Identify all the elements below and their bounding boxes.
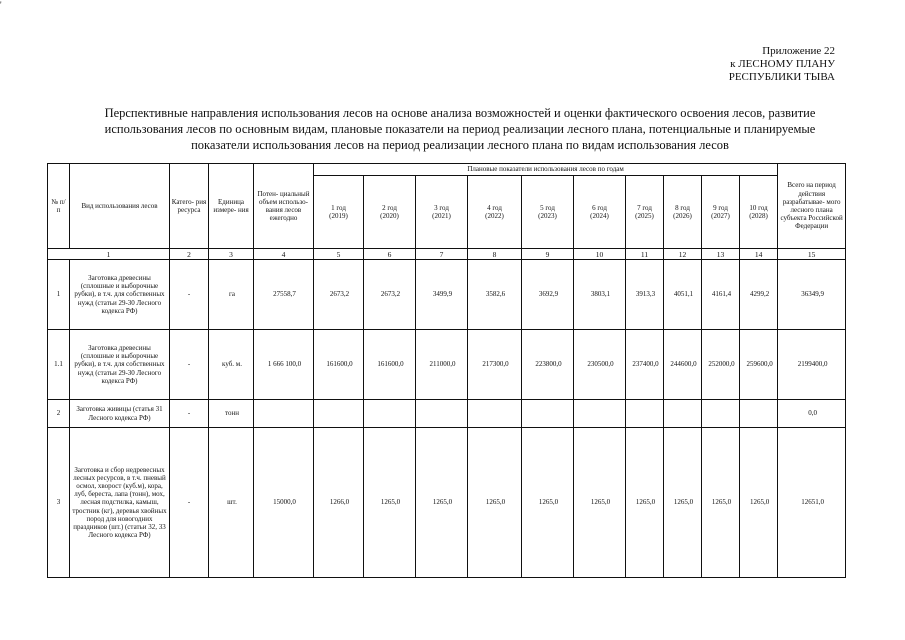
row-year-value: [740, 400, 778, 428]
row-potential: [254, 400, 314, 428]
row-year-value: 1265,0: [416, 428, 468, 578]
header-year-label: 6 год: [592, 203, 607, 212]
row-year-value: 1265,0: [364, 428, 416, 578]
appendix-line: Приложение 22: [762, 45, 835, 57]
header-year-label: 3 год: [434, 203, 449, 212]
header-year: [574, 176, 626, 249]
header-year-label: 5 год: [540, 203, 555, 212]
forest-use-table: [47, 163, 846, 578]
row-unit: тонн: [209, 400, 254, 428]
header-year: [664, 176, 702, 249]
row-year-value: 3803,1: [574, 260, 626, 330]
row-use-type: Заготовка и сбор недревесных лесных ресурсов, в т.ч. пневый осмол, хворост (куб.м), кора, луб, береста, лапа (тонн), мох, лесная подстилка, камыш, тростник (кг), деревья хвойных пород для новогодних праздников (шт.) (статьи 32, 33 Лесного кодекса РФ): [70, 428, 170, 578]
column-number: 4: [254, 249, 314, 260]
column-number: 10: [574, 249, 626, 260]
header-year-value: (2020): [380, 212, 399, 220]
title-line: Перспективные направления использования лесов на основе анализа возможностей и оценки фактического освоения лесов, развитие: [104, 106, 816, 120]
header-year: [364, 176, 416, 249]
header-year-label: 9 год: [713, 203, 728, 212]
row-year-value: [626, 400, 664, 428]
row-year-value: [314, 400, 364, 428]
row-year-value: 3692,9: [522, 260, 574, 330]
row-year-value: 161600,0: [314, 330, 364, 400]
row-unit: шт.: [209, 428, 254, 578]
row-number: 1.1: [48, 330, 70, 400]
row-year-value: 244600,0: [664, 330, 702, 400]
row-year-value: 252000,0: [702, 330, 740, 400]
row-year-value: [574, 400, 626, 428]
column-number: 9: [522, 249, 574, 260]
header-year-label: 8 год: [675, 203, 690, 212]
column-number: 14: [740, 249, 778, 260]
header-unit: Единица измере- ния: [209, 164, 254, 249]
header-year: [626, 176, 664, 249]
row-use-type: Заготовка древесины (сплошные и выборочные рубки), в т.ч. для собственных нужд (статьи 29-30 Лесного кодекса РФ): [70, 260, 170, 330]
row-year-value: 1265,0: [626, 428, 664, 578]
row-total: 36349,9: [778, 260, 846, 330]
document-title: [60, 105, 860, 153]
header-planned-group: Плановые показатели использования лесов по годам: [314, 164, 778, 176]
row-year-value: [416, 400, 468, 428]
row-year-value: 3913,3: [626, 260, 664, 330]
table-row: [48, 260, 846, 330]
row-number: 1: [48, 260, 70, 330]
header-type: Вид использования лесов: [70, 164, 170, 249]
row-potential: 27558,7: [254, 260, 314, 330]
row-year-value: 1265,0: [740, 428, 778, 578]
row-year-value: 237400,0: [626, 330, 664, 400]
row-year-value: 1266,0: [314, 428, 364, 578]
row-year-value: 4299,2: [740, 260, 778, 330]
table-row: [48, 428, 846, 578]
row-year-value: 2673,2: [314, 260, 364, 330]
row-use-type: Заготовка живицы (статья 31 Лесного кодекса РФ): [70, 400, 170, 428]
header-year-value: (2021): [432, 212, 451, 220]
table-row: [48, 330, 846, 400]
appendix-line: к ЛЕСНОМУ ПЛАНУ: [730, 58, 835, 70]
row-year-value: 1265,0: [664, 428, 702, 578]
column-number: 12: [664, 249, 702, 260]
row-year-value: 3499,9: [416, 260, 468, 330]
column-number: 15: [778, 249, 846, 260]
header-year: [702, 176, 740, 249]
header-year-value: (2022): [485, 212, 504, 220]
column-number-row: [48, 249, 846, 260]
row-year-value: [664, 400, 702, 428]
column-number: 5: [314, 249, 364, 260]
header-year-value: (2024): [590, 212, 609, 220]
header-year: [522, 176, 574, 249]
header-year-label: 2 год: [382, 203, 397, 212]
row-total: 12651,0: [778, 428, 846, 578]
table-row: [48, 400, 846, 428]
row-category: -: [170, 260, 209, 330]
header-year-value: (2023): [538, 212, 557, 220]
header-category: Катего- рия ресурса: [170, 164, 209, 249]
row-category: -: [170, 400, 209, 428]
header-year-label: 7 год: [637, 203, 652, 212]
row-year-value: 4161,4: [702, 260, 740, 330]
header-no: № п/ п: [48, 164, 70, 249]
row-category: -: [170, 330, 209, 400]
header-year-value: (2028): [749, 212, 768, 220]
header-potential: Потен- циальный объем использо- вания лесов ежегодно: [254, 164, 314, 249]
row-year-value: 1265,0: [574, 428, 626, 578]
row-year-value: [522, 400, 574, 428]
row-category: -: [170, 428, 209, 578]
row-potential: 1 666 100,0: [254, 330, 314, 400]
corner-mark: ': [0, 0, 2, 10]
row-total: 2199400,0: [778, 330, 846, 400]
title-line: показатели использования лесов на период реализации лесного плана по видам использования лесов: [191, 138, 729, 152]
row-number: 2: [48, 400, 70, 428]
header-year: [740, 176, 778, 249]
row-year-value: [364, 400, 416, 428]
row-year-value: 1265,0: [468, 428, 522, 578]
title-line: использования лесов по основным видам, плановые показатели на период реализации лесного плана, потенциальные и планируемые: [104, 122, 816, 136]
row-year-value: 211000,0: [416, 330, 468, 400]
row-unit: га: [209, 260, 254, 330]
appendix-line: РЕСПУБЛИКИ ТЫВА: [728, 71, 835, 83]
row-year-value: 2673,2: [364, 260, 416, 330]
row-year-value: [702, 400, 740, 428]
header-year: [314, 176, 364, 249]
row-use-type: Заготовка древесины (сплошные и выборочные рубки), в т.ч. для собственных нужд (статьи 29-30 Лесного кодекса РФ): [70, 330, 170, 400]
header-year: [416, 176, 468, 249]
row-year-value: 217300,0: [468, 330, 522, 400]
row-year-value: 1265,0: [522, 428, 574, 578]
column-number: 11: [626, 249, 664, 260]
header-year-label: 4 год: [487, 203, 502, 212]
row-year-value: 161600,0: [364, 330, 416, 400]
row-year-value: 4051,1: [664, 260, 702, 330]
header-year-label: 1 год: [331, 203, 346, 212]
header-year-value: (2026): [673, 212, 692, 220]
row-year-value: 223800,0: [522, 330, 574, 400]
column-number: 1: [48, 249, 170, 260]
row-year-value: 1265,0: [702, 428, 740, 578]
header-year-value: (2027): [711, 212, 730, 220]
appendix-heading: [729, 45, 835, 84]
column-number: 2: [170, 249, 209, 260]
row-unit: куб. м.: [209, 330, 254, 400]
column-number: 8: [468, 249, 522, 260]
column-number: 13: [702, 249, 740, 260]
header-year-value: (2019): [329, 212, 348, 220]
column-number: 6: [364, 249, 416, 260]
row-year-value: 3582,6: [468, 260, 522, 330]
header-year-label: 10 год: [749, 203, 768, 212]
header-total: Всего на период действия разрабатывае- мого лесного плана субъекта Российской Федерации: [778, 164, 846, 249]
row-year-value: 259600,0: [740, 330, 778, 400]
column-number: 3: [209, 249, 254, 260]
column-number: 7: [416, 249, 468, 260]
row-year-value: 230500,0: [574, 330, 626, 400]
row-year-value: [468, 400, 522, 428]
header-year-value: (2025): [635, 212, 654, 220]
row-potential: 15000,0: [254, 428, 314, 578]
row-number: 3: [48, 428, 70, 578]
header-year: [468, 176, 522, 249]
row-total: 0,0: [778, 400, 846, 428]
